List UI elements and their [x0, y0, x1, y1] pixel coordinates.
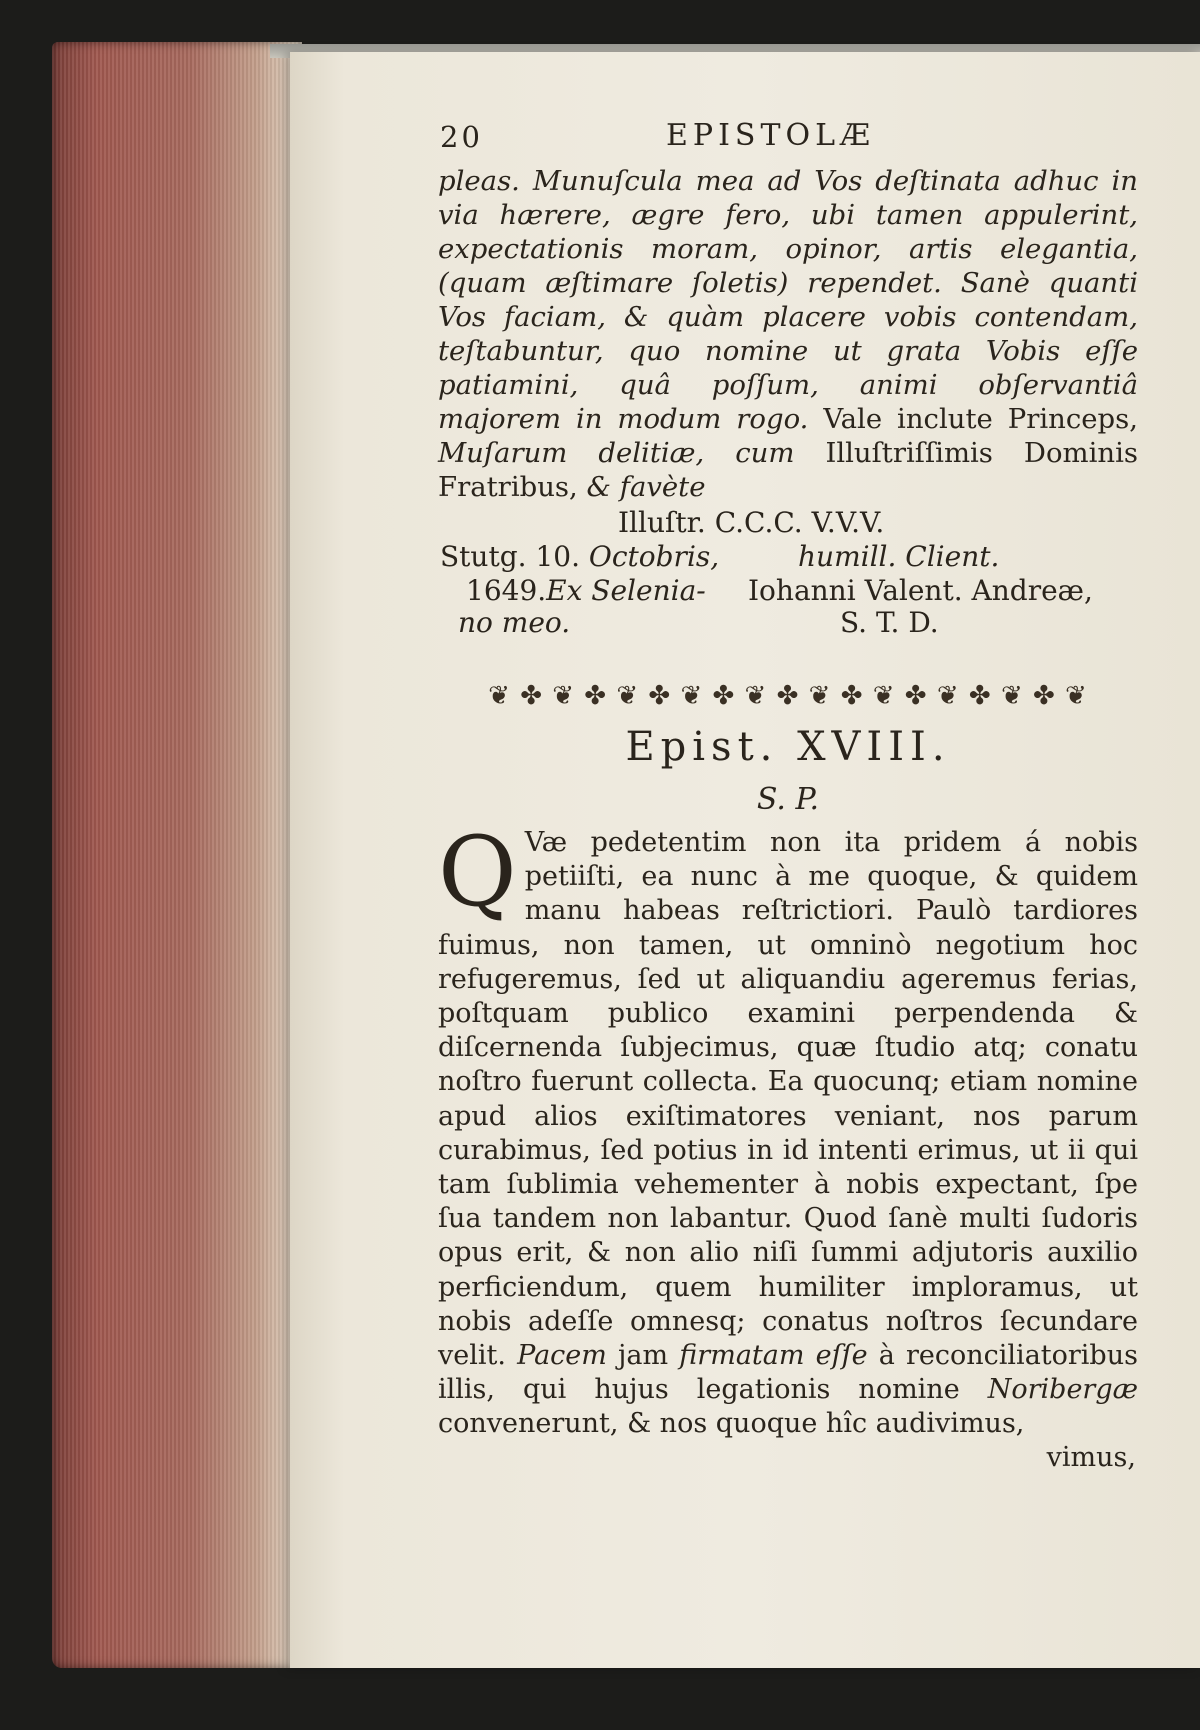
ornament-rule: ❦ ✤ ❦ ✤ ❦ ✤ ❦ ✤ ❦ ✤ ❦ ✤ ❦ ✤ ❦ ✤ ❦ ✤ ❦ — [488, 681, 1088, 711]
letter-musarum: Muſarum delitiæ, cum — [438, 437, 795, 469]
catchword: vimus, — [1046, 1441, 1136, 1473]
epistle-body-text: Væ pedetentim non ita pridem á nobis petiiſti, ea nunc à me quoque, & quidem manu habeas reſtrictiori. Paulò tardiores fuimus, non tamen, ut omninò negotium hoc refugeremus, ſed ut aliquandiu ageremus ferias, poſtquam publico examini perpendenda & diſcernenda ſubjecimus, quæ ſtudio atq; conatu noſtro fuerunt collecta. Ea quocunq; etiam nomine apud alios exiſtimatores veniant, nos parum curabimus, ſed potius in id intenti erimus, ut ii qui tam ſublimia vehementer à nobis expectant, ſpe ſua tandem non labantur. Quod ſanè multi ſudoris opus erit, & non alio niſi ſummi adjutoris auxilio perficiendum, quem humiliter imploramus, ut nobis adeſſe omnesq; conatus noſtros ſecundare velit. — [438, 827, 1138, 1372]
closing-month: Octobris, — [588, 540, 720, 573]
closing-std: S. T. D. — [840, 606, 939, 639]
closing-ex: Ex Selenia- — [546, 574, 706, 607]
closing-author: Iohanni Valent. Andreæ, — [748, 574, 1093, 607]
letter-vale: Vale — [823, 403, 883, 435]
closing-place — [440, 540, 719, 573]
epistle-firmatam: firmatam eſſe — [679, 1340, 868, 1372]
letter-paragraph — [438, 164, 1138, 504]
closing-year: 1649. — [466, 574, 547, 607]
epistle-body-text-3: convenerunt, & nos quoque hîc audivimus, — [438, 1408, 1025, 1440]
epistle-salutation: S. P. — [756, 782, 820, 817]
closing-date — [466, 574, 706, 607]
epistle-heading: Epist. XVIII. — [625, 724, 951, 770]
running-head — [438, 114, 1138, 164]
letter-text-3: Illuſtriſſimis Dominis Fratribus, — [438, 437, 1139, 503]
epistle-jam: jam — [618, 1340, 669, 1372]
running-title: EPISTOLÆ — [666, 118, 876, 153]
letter-text-2: inclute Princeps, — [897, 403, 1138, 435]
closing-ex-2: no meo. — [458, 606, 571, 639]
epistle-pacem: Pacem — [517, 1340, 607, 1372]
epistle-body-text-2: à reconciliatoribus illis, qui hujus legationis nomine — [438, 1340, 1138, 1406]
book-fore-edge — [52, 42, 302, 1668]
closing-client: humill. Client. — [798, 540, 1000, 573]
page-number: 20 — [440, 120, 483, 154]
letter-text-1: pleas. Munuſcula mea ad Vos deſtinata adhuc in via hærere, ægre fero, ubi tamen appulerint, expectationis moram, opinor, artis elegantia, (quam æſtimare ſoletis) rependet. Sanè quanti Vos faciam, & quàm placere vobis contendam, teſtabuntur, quo nomine ut grata Vobis eſſe patiamini, quâ poſſum, animi obſervantiâ majorem in modum rogo. — [438, 165, 1138, 435]
letter-closing — [438, 506, 1138, 674]
text-block — [438, 114, 1138, 1473]
epistle-noribergae: Noribergæ — [987, 1374, 1138, 1406]
letter-favete: & favète — [586, 471, 706, 503]
drop-cap: Q — [438, 816, 517, 928]
epistle-body — [438, 816, 1138, 1442]
closing-address: Illuſtr. C.C.C. V.V.V. — [618, 506, 885, 539]
closing-place-text: Stutg. 10. — [440, 540, 580, 573]
